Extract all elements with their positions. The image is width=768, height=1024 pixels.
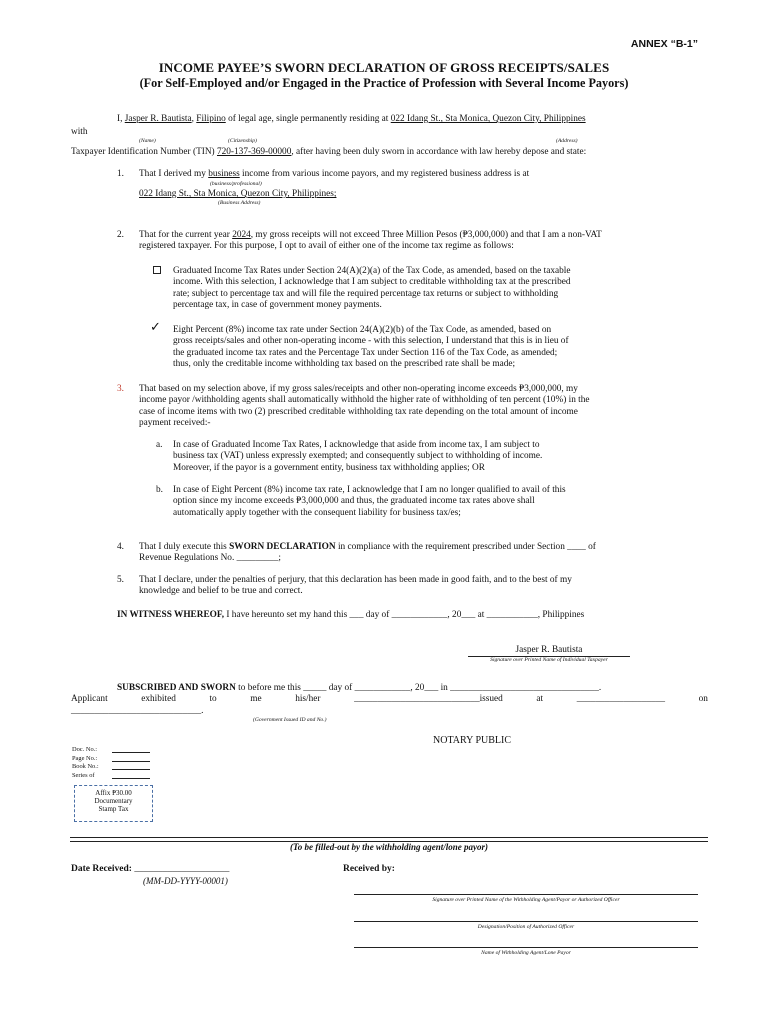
item3a-text [173,440,659,474]
item3-number: 3. [117,384,124,394]
item3a-line: Moreover, if the payor is a government entity, business tax withholding applies; OR [173,462,485,473]
applicant-line3: ____________________________. [71,706,204,716]
declarant-name: Jasper R. Bautista [124,114,192,124]
agent-name-caption: Name of Withholding Agent/Lone Payor [481,950,571,956]
item5-line: knowledge and belief to be true and correct. [139,586,303,597]
page-no-label: Page No.: [72,754,98,762]
annex-label: ANNEX “B-1” [630,38,698,50]
item5-text [139,575,707,598]
item3a-label: a. [156,440,163,450]
agent-name-line[interactable] [354,939,698,948]
doc-no-field[interactable] [112,746,150,753]
current-year: 2024 [232,230,251,240]
graduated-rate-checkbox[interactable] [153,266,161,274]
document-subtitle: (For Self-Employed and/or Engaged in the Practice of Profession with Several Income Payors) [139,76,629,90]
agent-signature-line[interactable] [354,886,698,895]
taxpayer-signature-caption: Signature over Printed Name of Individual Taxpayer [490,657,608,663]
item3b-label: b. [156,485,163,495]
received-by-label: Received by: [343,864,395,874]
business-address: 022 Idang St., Sta Monica, Quezon City, Philippines; [139,189,337,199]
item5-line: That I declare, under the penalties of perjury, that this declaration has been made in good faith, and to the best of my [139,575,572,585]
witness-line [117,610,584,621]
intro-i: I, [117,114,123,124]
stamp-line: Stamp Tax [98,805,129,814]
doc-no-label: Doc. No.: [72,746,98,753]
applicant-word: his/her [295,694,321,704]
subscribed-line [117,683,601,694]
government-id-caption: (Government Issued ID and No.) [253,717,327,723]
declarant-address: 022 Idang St., Sta Monica, Quezon City, Philippines [390,114,586,124]
book-no-row [72,763,150,772]
opt1-line: income. With this selection, I acknowledge that I am subject to creditable withholding tax at the prescribed [173,277,571,288]
item3b-line: In case of Eight Percent (8%) income tax rate, I acknowledge that I am no longer qualified to avail of this [173,485,566,495]
applicant-word: at [536,694,544,704]
item3-line: payment received:- [139,418,211,429]
item2-pre: That for the current year [139,230,230,240]
applicant-word: to [209,694,217,704]
item5-number: 5. [117,575,124,585]
tin-value: 720-137-369-00000 [216,147,292,157]
agent-designation-caption: Designation/Position of Authorized Officer [477,924,575,930]
opt2-line: thus, only the creditable income withholding tax based on the prescribed rate shall be made; [173,359,516,370]
intro-mid-text: of legal age, single permanently residing at [228,114,389,124]
item2-number: 2. [117,230,124,240]
item1-pre: That I derived my [139,169,206,179]
opt1-line: rate; subject to percentage tax and will file the required percentage tax returns or subject to withholding [173,288,559,299]
item3-text [139,384,707,430]
tin-after-text: , after having been duly sworn in accordance with law hereby depose and state: [291,147,587,157]
subscribed-bold: SUBSCRIBED AND SWORN [117,683,236,693]
series-row [72,772,150,781]
applicant-word: on [698,694,708,704]
page-no-field[interactable] [112,755,150,762]
item4-line1 [139,542,709,553]
item3a-line: In case of Graduated Income Tax Rates, I acknowledge that aside from income tax, I am subject to [173,440,540,450]
opt1-line: Graduated Income Tax Rates under Section 24(A)(2)(a) of the Tax Code, as amended, based on the taxable [173,266,571,276]
address-caption: (Address) [556,138,578,144]
item3-line: case of income items with two (2) prescribed creditable withholding tax rate depending on the total amount of income [139,406,578,417]
stamp-line: Affix ₱30.00 [95,789,132,797]
item4-number: 4. [117,542,124,552]
item1-post: income from various income payors, and my registered business address is at [242,169,530,179]
page-no-row [72,755,150,764]
business-caption: (business/professional) [210,181,262,187]
applicant-word: me [250,694,262,704]
tin-line [71,147,586,158]
citizenship-caption: (Citizenship) [228,138,257,144]
witness-bold: IN WITNESS WHEREOF, [117,610,225,620]
agent-designation-line[interactable] [354,913,698,922]
intro-with: with [71,127,88,137]
business-address-caption: (Business Address) [218,200,261,206]
declarant-citizenship: Filipino [196,114,226,124]
item3b-line: automatically apply together with the consequent liability for business tax/es; [173,507,461,518]
item1-text [139,169,529,180]
applicant-word: ___________________ [576,694,666,704]
notary-public-label: NOTARY PUBLIC [433,735,512,746]
item2-line1 [139,230,709,241]
book-no-field[interactable] [112,763,150,770]
document-title: INCOME PAYEE’S SWORN DECLARATION OF GROSS RECEIPTS/SALES [158,60,610,75]
witness-rest: I have hereunto set my hand this ___ day of ____________, 20___ at ___________, Philippines [226,610,585,620]
series-field[interactable] [112,772,150,779]
withholding-agent-note: (To be filled-out by the withholding agent/lone payor) [290,842,488,852]
opt2-line: the graduated income tax rates and the Percentage Tax under Section 116 of the Tax Code, as amended; [173,347,558,358]
date-received-field[interactable]: ____________________ [134,864,230,874]
applicant-word: ___________________________issued [354,694,503,704]
item3-line: That based on my selection above, if my gross sales/receipts and other non-operating income exceeds ₱3,000,000, my [139,384,578,394]
intro-line: I, Jasper R. Bautista, Filipino of legal age, single permanently residing at 022 Idang St., Sta Monica, Quezon City, Philippines [117,114,586,124]
eight-percent-checkmark-icon[interactable]: ✓ [150,319,161,334]
doc-info-block [72,746,150,780]
subscribed-rest: to before me this _____ day of ____________, 20___ in ________________________________. [238,683,602,693]
applicant-word: Applicant [71,694,108,704]
tin-label: Taxpayer Identification Number (TIN) [71,147,215,157]
stamp-line: Documentary [94,797,133,806]
series-label: Series of [72,771,95,779]
item3-line: income payor /withholding agents shall automatically withhold the higher rate of withholding of ten percent (10%) in the [139,395,590,406]
item3b-line: option since my income exceeds ₱3,000,000 and thus, the graduated income tax rates above shall [173,496,535,507]
applicant-line [71,694,708,705]
item2-line2: registered taxpayer. For this purpose, I opt to avail of either one of the income tax regime as follows: [139,241,514,251]
item3b-text [173,485,659,519]
documentary-stamp-box [74,785,153,822]
opt2-line: gross receipts/sales and other non-operating income - with this selection, I understand that this is in lieu of [173,336,569,347]
applicant-word: exhibited [141,694,176,704]
item2-line1-post: , my gross receipts will not exceed Three Million Pesos (₱3,000,000) and that I am a non-VAT [250,230,602,240]
opt1-line: percentage tax, in case of government money payments. [173,300,382,311]
item1-number: 1. [117,169,124,179]
date-received-row [71,864,229,874]
opt2-line: Eight Percent (8%) income tax rate under Section 24(A)(2)(b) of the Tax Code, as amended, based on [173,325,552,335]
name-caption: (Name) [139,138,156,144]
taxpayer-signature-name: Jasper R. Bautista [468,645,630,657]
item4-line2: Revenue Regulations No. _________; [139,553,282,563]
eight-percent-text [173,325,659,371]
date-received-label: Date Received: [71,864,132,874]
date-format-caption: (MM-DD-YYYY-00001) [143,876,228,886]
item4-pre: That I duly execute this [139,542,227,552]
graduated-rate-text [173,266,659,312]
book-no-label: Book No.: [72,763,99,771]
agent-signature-caption: Signature over Printed Name of the Withholding Agent/Payor or Authorized Officer [432,897,620,903]
doc-no-row [72,746,150,755]
item4-bold: SWORN DECLARATION [229,542,336,552]
item3a-line: business tax (VAT) unless expressly exempted; and consequently subject to withholding of income. [173,451,543,462]
item1-business: business [208,169,240,179]
item4-post: in compliance with the requirement prescribed under Section ____ of [337,542,596,552]
